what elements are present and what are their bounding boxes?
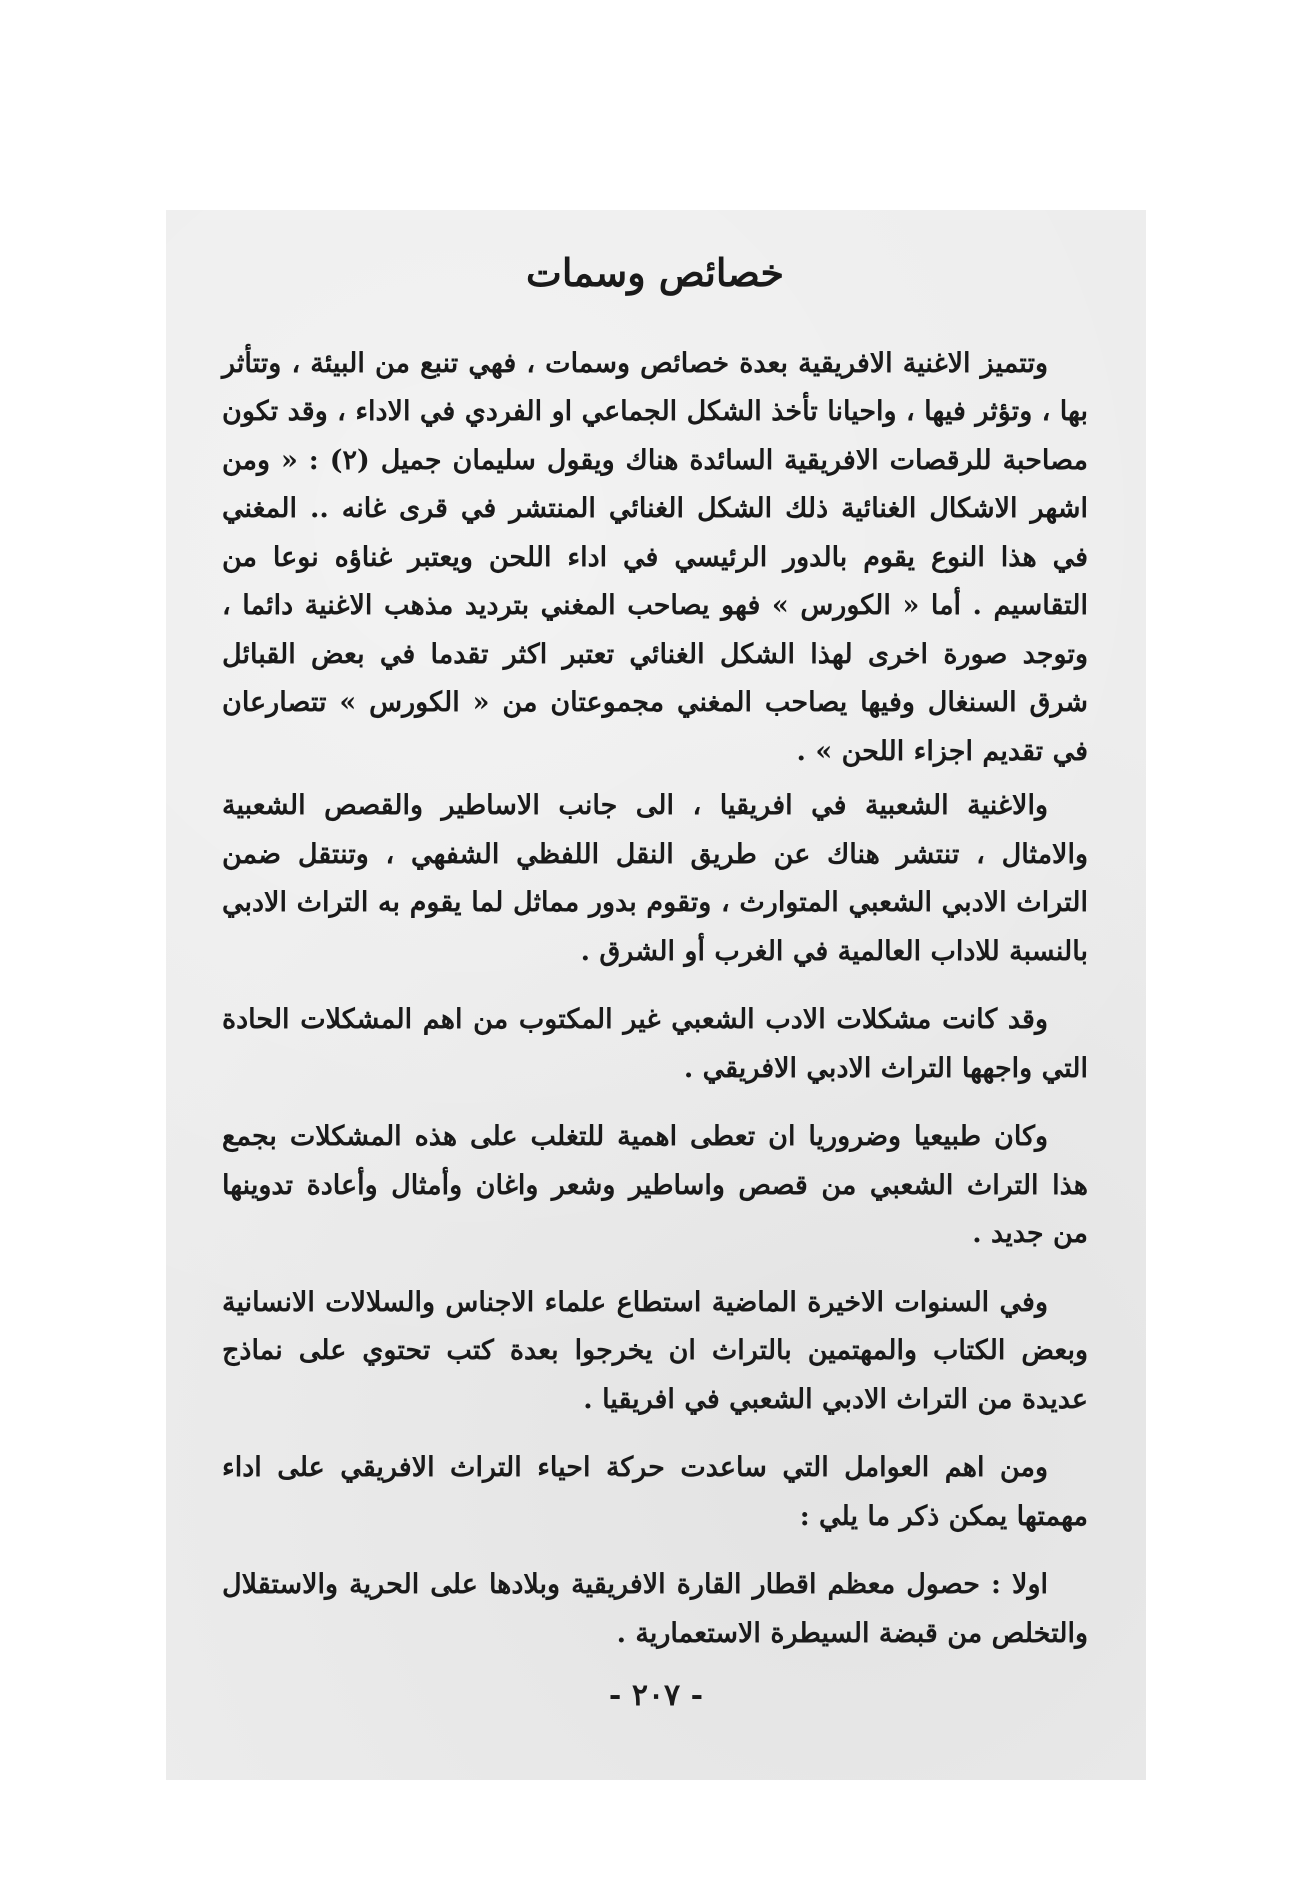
paragraph: وكان طبيعيا وضروريا ان تعطى اهمية للتغلب على هذه المشكلات بجمع هذا التراث الشعبي من قصص واساطير وشعر واغان وأمثال وأعادة تدوينها من جديد . — [222, 1121, 1088, 1250]
paragraph: وفي السنوات الاخيرة الماضية استطاع علماء الاجناس والسلالات الانسانية وبعض الكتاب والمهتمين بالتراث ان يخرجوا بعدة كتب تحتوي على نماذج عديدة من التراث الادبي الشعبي في افريقيا . — [222, 1286, 1088, 1415]
paragraph: والاغنية الشعبية في افريقيا ، الى جانب الاساطير والقصص الشعبية والامثال ، تنتشر هناك عن طريق النقل اللفظي الشفهي ، وتنتقل ضمن التراث الادبي الشعبي المتوارث ، وتقوم بدور مماثل لما يقوم به التراث الادبي بالنسبة للاداب العالمية في الغرب أو الشرق . — [222, 790, 1088, 967]
page-number: - ٢٠٧ - — [608, 1678, 704, 1713]
paragraph: وقد كانت مشكلات الادب الشعبي غير المكتوب من اهم المشكلات الحادة التي واجهها التراث الادبي الافريقي . — [222, 1004, 1088, 1084]
paragraph: وتتميز الاغنية الافريقية بعدة خصائص وسمات ، فهي تنبع من البيئة ، وتتأثر بها ، وتؤثر فيها ، واحيانا تأخذ الشكل الجماعي او الفردي في الاداء ، وقد تكون مصاحبة للرقصات الافريقية السائدة هناك ويقول سليمان جميل (٢) : « ومن اشهر الاشكال الغنائية ذلك الشكل الغنائي المنتشر في قرى غانه .. المغني في هذا النوع يقوم بالدور الرئيسي في اداء اللحن ويعتبر غناؤه نوعا من التقاسيم . أما « الكورس » فهو يصاحب المغني بترديد مذهب الاغنية دائما ، وتوجد صورة اخرى لهذا الشكل الغنائي تعتبر اكثر تقدما في بعض القبائل شرق السنغال وفيها يصاحب المغني مجموعتان من « الكورس » تتصارعان في تقديم اجزاء اللحن » . — [222, 347, 1088, 767]
page-body — [222, 250, 1088, 1678]
paragraph: اولا : حصول معظم اقطار القارة الافريقية وبلادها على الحرية والاستقلال والتخلص من قبضة السيطرة الاستعمارية . — [222, 1569, 1088, 1649]
page-title: خصائص وسمات — [526, 250, 784, 295]
paragraph: ومن اهم العوامل التي ساعدت حركة احياء التراث الافريقي على اداء مهمتها يمكن ذكر ما يلي : — [222, 1452, 1088, 1532]
